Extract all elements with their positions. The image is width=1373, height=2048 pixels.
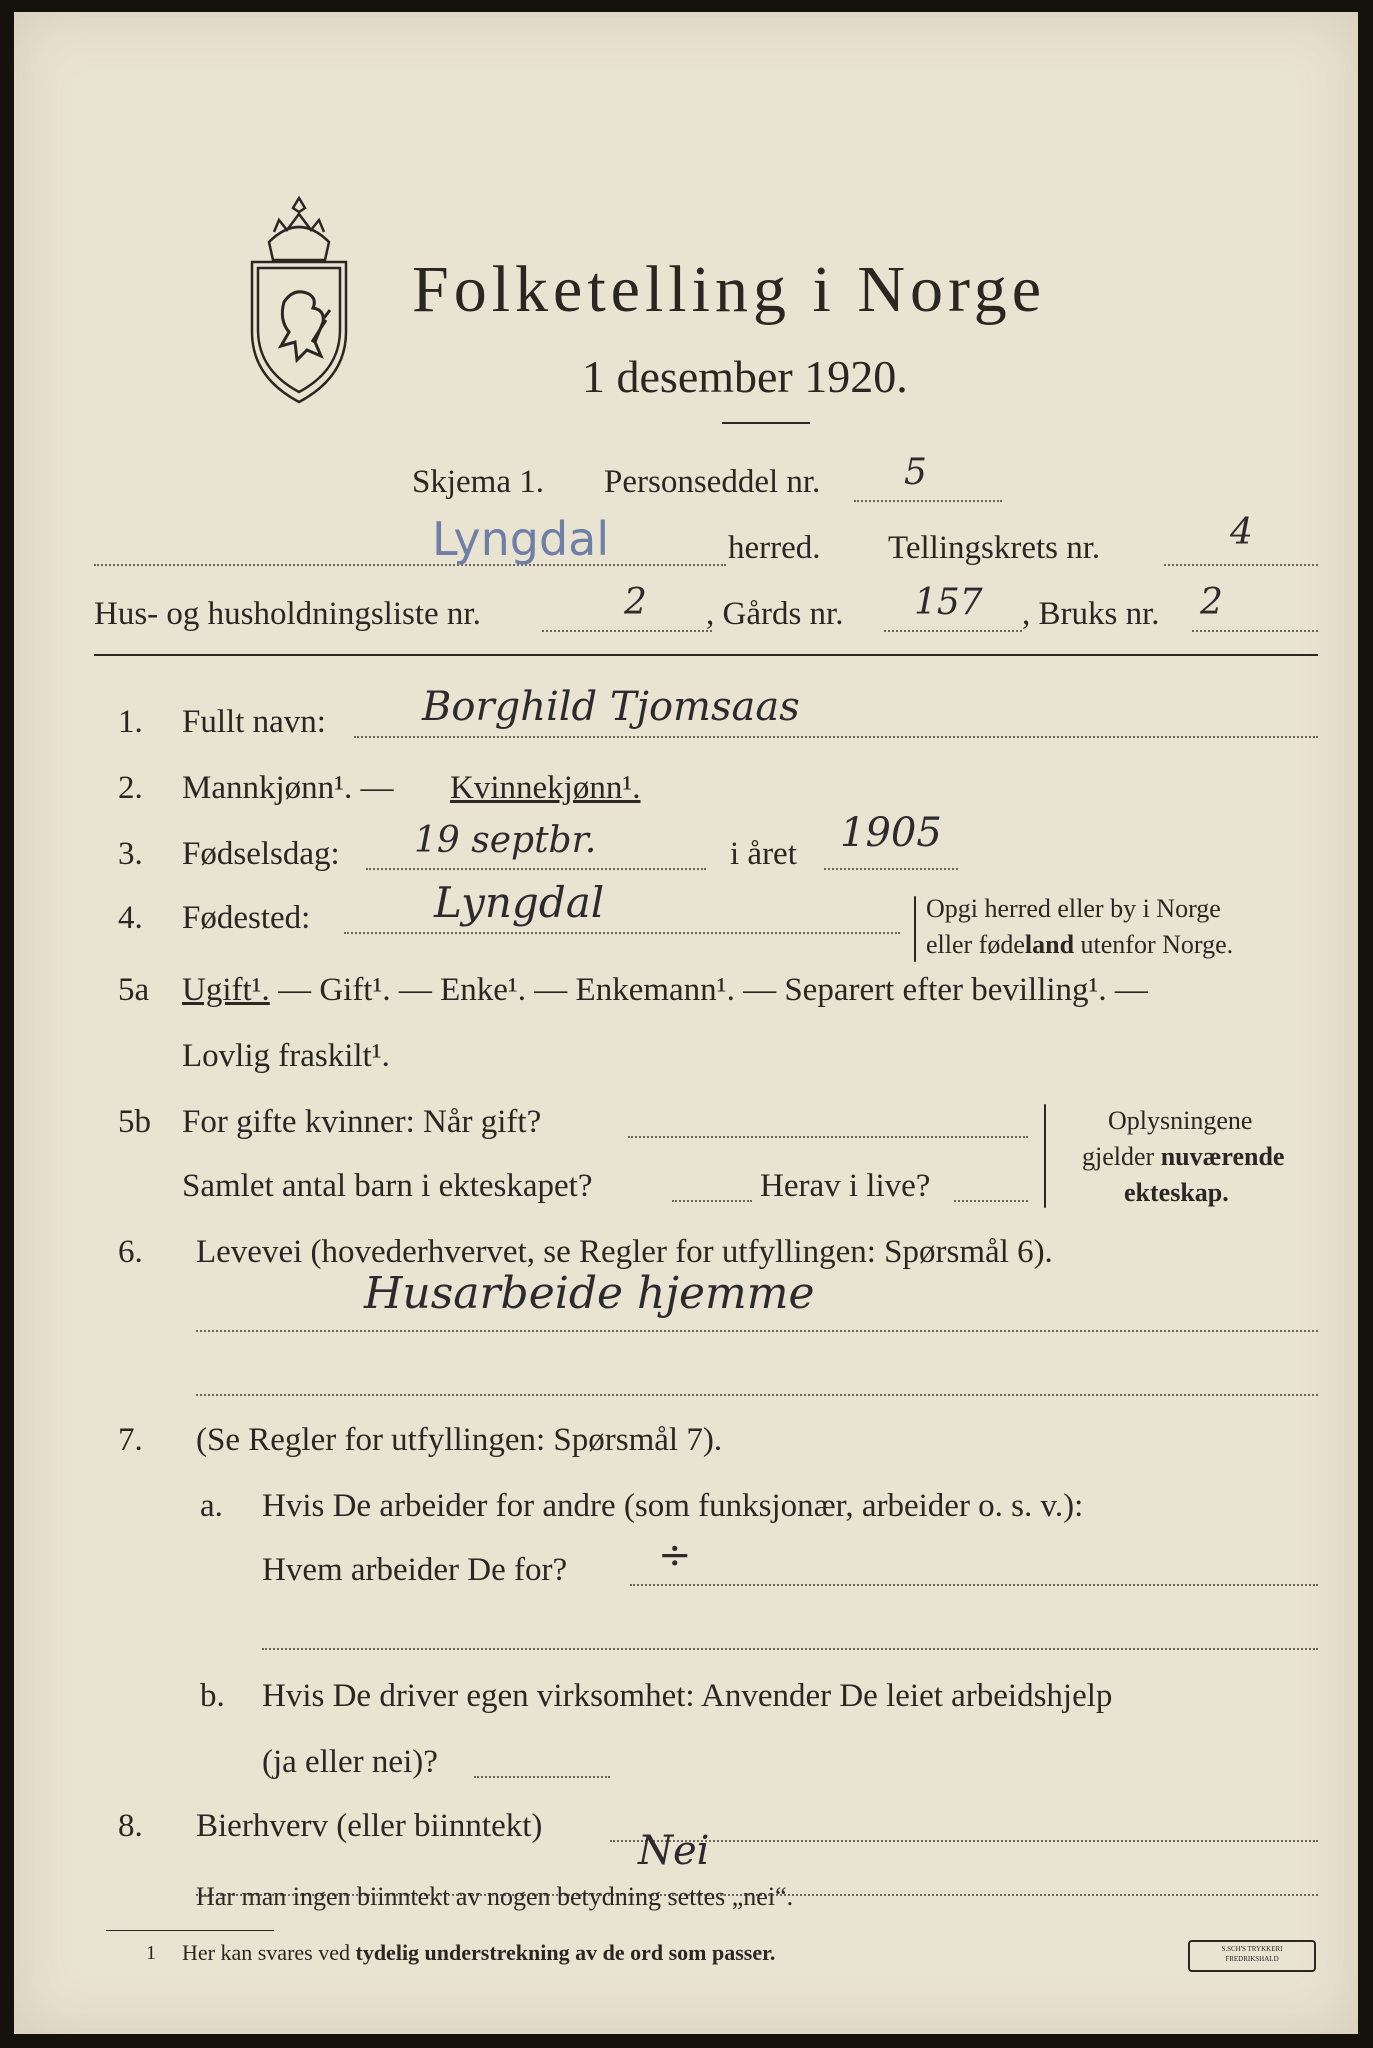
q6-dotline-2 <box>196 1394 1318 1396</box>
q2-mannkjonn: Mannkjønn¹. — <box>182 770 394 806</box>
q4-note-line2: eller fødeland utenfor Norge. <box>926 930 1234 959</box>
q3-dotline <box>366 868 706 870</box>
q5b-note-line3: ekteskap. <box>1124 1178 1229 1207</box>
husliste-dotline <box>542 630 712 632</box>
tellingskrets-label: Tellingskrets nr. <box>888 530 1101 566</box>
skjema-label: Skjema 1. <box>412 464 544 500</box>
q5a-number: 5a <box>118 972 150 1008</box>
form-title: Folketelling i Norge <box>412 253 1047 326</box>
q5b-number: 5b <box>118 1104 151 1140</box>
gards-value: 157 <box>914 582 983 623</box>
q5b-note-brace <box>1044 1104 1046 1208</box>
q7a-value: ÷ <box>658 1532 692 1578</box>
q2-kvinnekjonn-underlined: Kvinnekjønn¹. <box>450 770 641 806</box>
coat-of-arms-icon <box>244 192 354 407</box>
q4-dotline <box>344 932 900 934</box>
q3-year-value: 1905 <box>840 810 942 856</box>
personseddel-dotline <box>854 500 1002 502</box>
footnote-mark: 1 <box>146 1942 156 1964</box>
q5b-antal-barn-label: Samlet antal barn i ekteskapet? <box>182 1168 593 1204</box>
q5b-naar-gift-label: For gifte kvinner: Når gift? <box>182 1104 542 1140</box>
personseddel-label: Personseddel nr. <box>604 464 821 500</box>
q7b-text: Hvis De driver egen virksomhet: Anvender De leiet arbeidshjelp <box>262 1678 1113 1714</box>
q6-occupation-value: Husarbeide hjemme <box>364 1268 815 1319</box>
tellingskrets-value: 4 <box>1230 512 1253 553</box>
herred-dotline <box>94 564 726 566</box>
q1-dotline <box>354 736 1318 738</box>
q4-number: 4. <box>118 900 143 936</box>
q5b-herav-label: Herav i live? <box>760 1168 931 1204</box>
footnote-text: Her kan svares ved tydelig understrekning av de ord som passer. <box>182 1940 776 1965</box>
q3-label: Fødselsdag: <box>182 836 340 872</box>
biinntekt-note: Har man ingen biinntekt av nogen betydning settes „nei“. <box>196 1882 794 1911</box>
q8-label: Bierhverv (eller biinntekt) <box>196 1808 543 1844</box>
q2-number: 2. <box>118 770 143 806</box>
q5a-ugift-underlined: Ugift¹. <box>182 972 270 1008</box>
q7-number: 7. <box>118 1422 143 1458</box>
q7a-letter: a. <box>200 1488 223 1524</box>
printer-stamp: S.SCH'S TRYKKERI FREDRIKSHALD <box>1188 1940 1316 1972</box>
q5b-note-line1: Oplysningene <box>1108 1106 1253 1135</box>
census-form-page <box>14 12 1358 2034</box>
q6-label: Levevei (hovederhvervet, se Regler for utfyllingen: Spørsmål 6). <box>196 1234 1053 1270</box>
q3-birthday-value: 19 septbr. <box>414 820 597 861</box>
q3-aaret-label: i året <box>730 836 797 872</box>
q7b-dotline <box>474 1776 610 1778</box>
bruks-value: 2 <box>1200 582 1223 623</box>
tellingskrets-dotline <box>1164 564 1318 566</box>
q8-number: 8. <box>118 1808 143 1844</box>
q3-aaret-dotline <box>824 868 958 870</box>
q5b-naar-gift-dotline <box>628 1136 1028 1138</box>
q3-number: 3. <box>118 836 143 872</box>
herred-label: herred. <box>728 530 821 566</box>
q7-label: (Se Regler for utfyllingen: Spørsmål 7). <box>196 1422 723 1458</box>
q1-full-name-value: Borghild Tjomsaas <box>422 684 800 730</box>
husliste-value: 2 <box>624 582 647 623</box>
husliste-label: Hus- og husholdningsliste nr. <box>94 596 481 632</box>
bruks-label: , Bruks nr. <box>1022 596 1160 632</box>
q4-label: Fødested: <box>182 900 311 936</box>
q1-label: Fullt navn: <box>182 704 326 740</box>
q7a-question: Hvem arbeider De for? <box>262 1552 568 1588</box>
q5b-herav-dotline <box>954 1200 1028 1202</box>
q8-value: Nei <box>638 1828 710 1874</box>
q6-dotline-1 <box>196 1330 1318 1332</box>
q6-number: 6. <box>118 1234 143 1270</box>
gards-dotline <box>884 630 1022 632</box>
gards-label: , Gårds nr. <box>706 596 844 632</box>
footnote-rule <box>106 1930 274 1931</box>
title-divider <box>722 422 810 424</box>
q8-dotline-1 <box>610 1840 1318 1842</box>
q5b-antal-barn-dotline <box>672 1200 752 1202</box>
census-date: 1 desember 1920. <box>582 351 908 402</box>
q4-note-line1: Opgi herred eller by i Norge <box>926 894 1221 923</box>
q4-note-brace <box>914 896 916 962</box>
header-rule <box>94 654 1318 656</box>
q5a-lovlig-fraskilt: Lovlig fraskilt¹. <box>182 1038 390 1074</box>
q7a-dotline-2 <box>262 1648 1318 1650</box>
bruks-dotline <box>1192 630 1318 632</box>
q4-birthplace-value: Lyngdal <box>434 878 605 927</box>
q7a-text: Hvis De arbeider for andre (som funksjonær, arbeider o. s. v.): <box>262 1488 1084 1524</box>
personseddel-value: 5 <box>904 452 927 493</box>
q1-number: 1. <box>118 704 143 740</box>
q7b-letter: b. <box>200 1678 225 1714</box>
q7a-dotline-1 <box>630 1584 1318 1586</box>
q7b-question: (ja eller nei)? <box>262 1744 438 1780</box>
herred-stamp-value: Lyngdal <box>432 512 610 566</box>
q5a-options: Ugift¹. — Gift¹. — Enke¹. — Enkemann¹. — Separert efter bevilling¹. — <box>182 972 1148 1008</box>
q5b-note-line2: gjelder nuværende <box>1082 1142 1285 1171</box>
